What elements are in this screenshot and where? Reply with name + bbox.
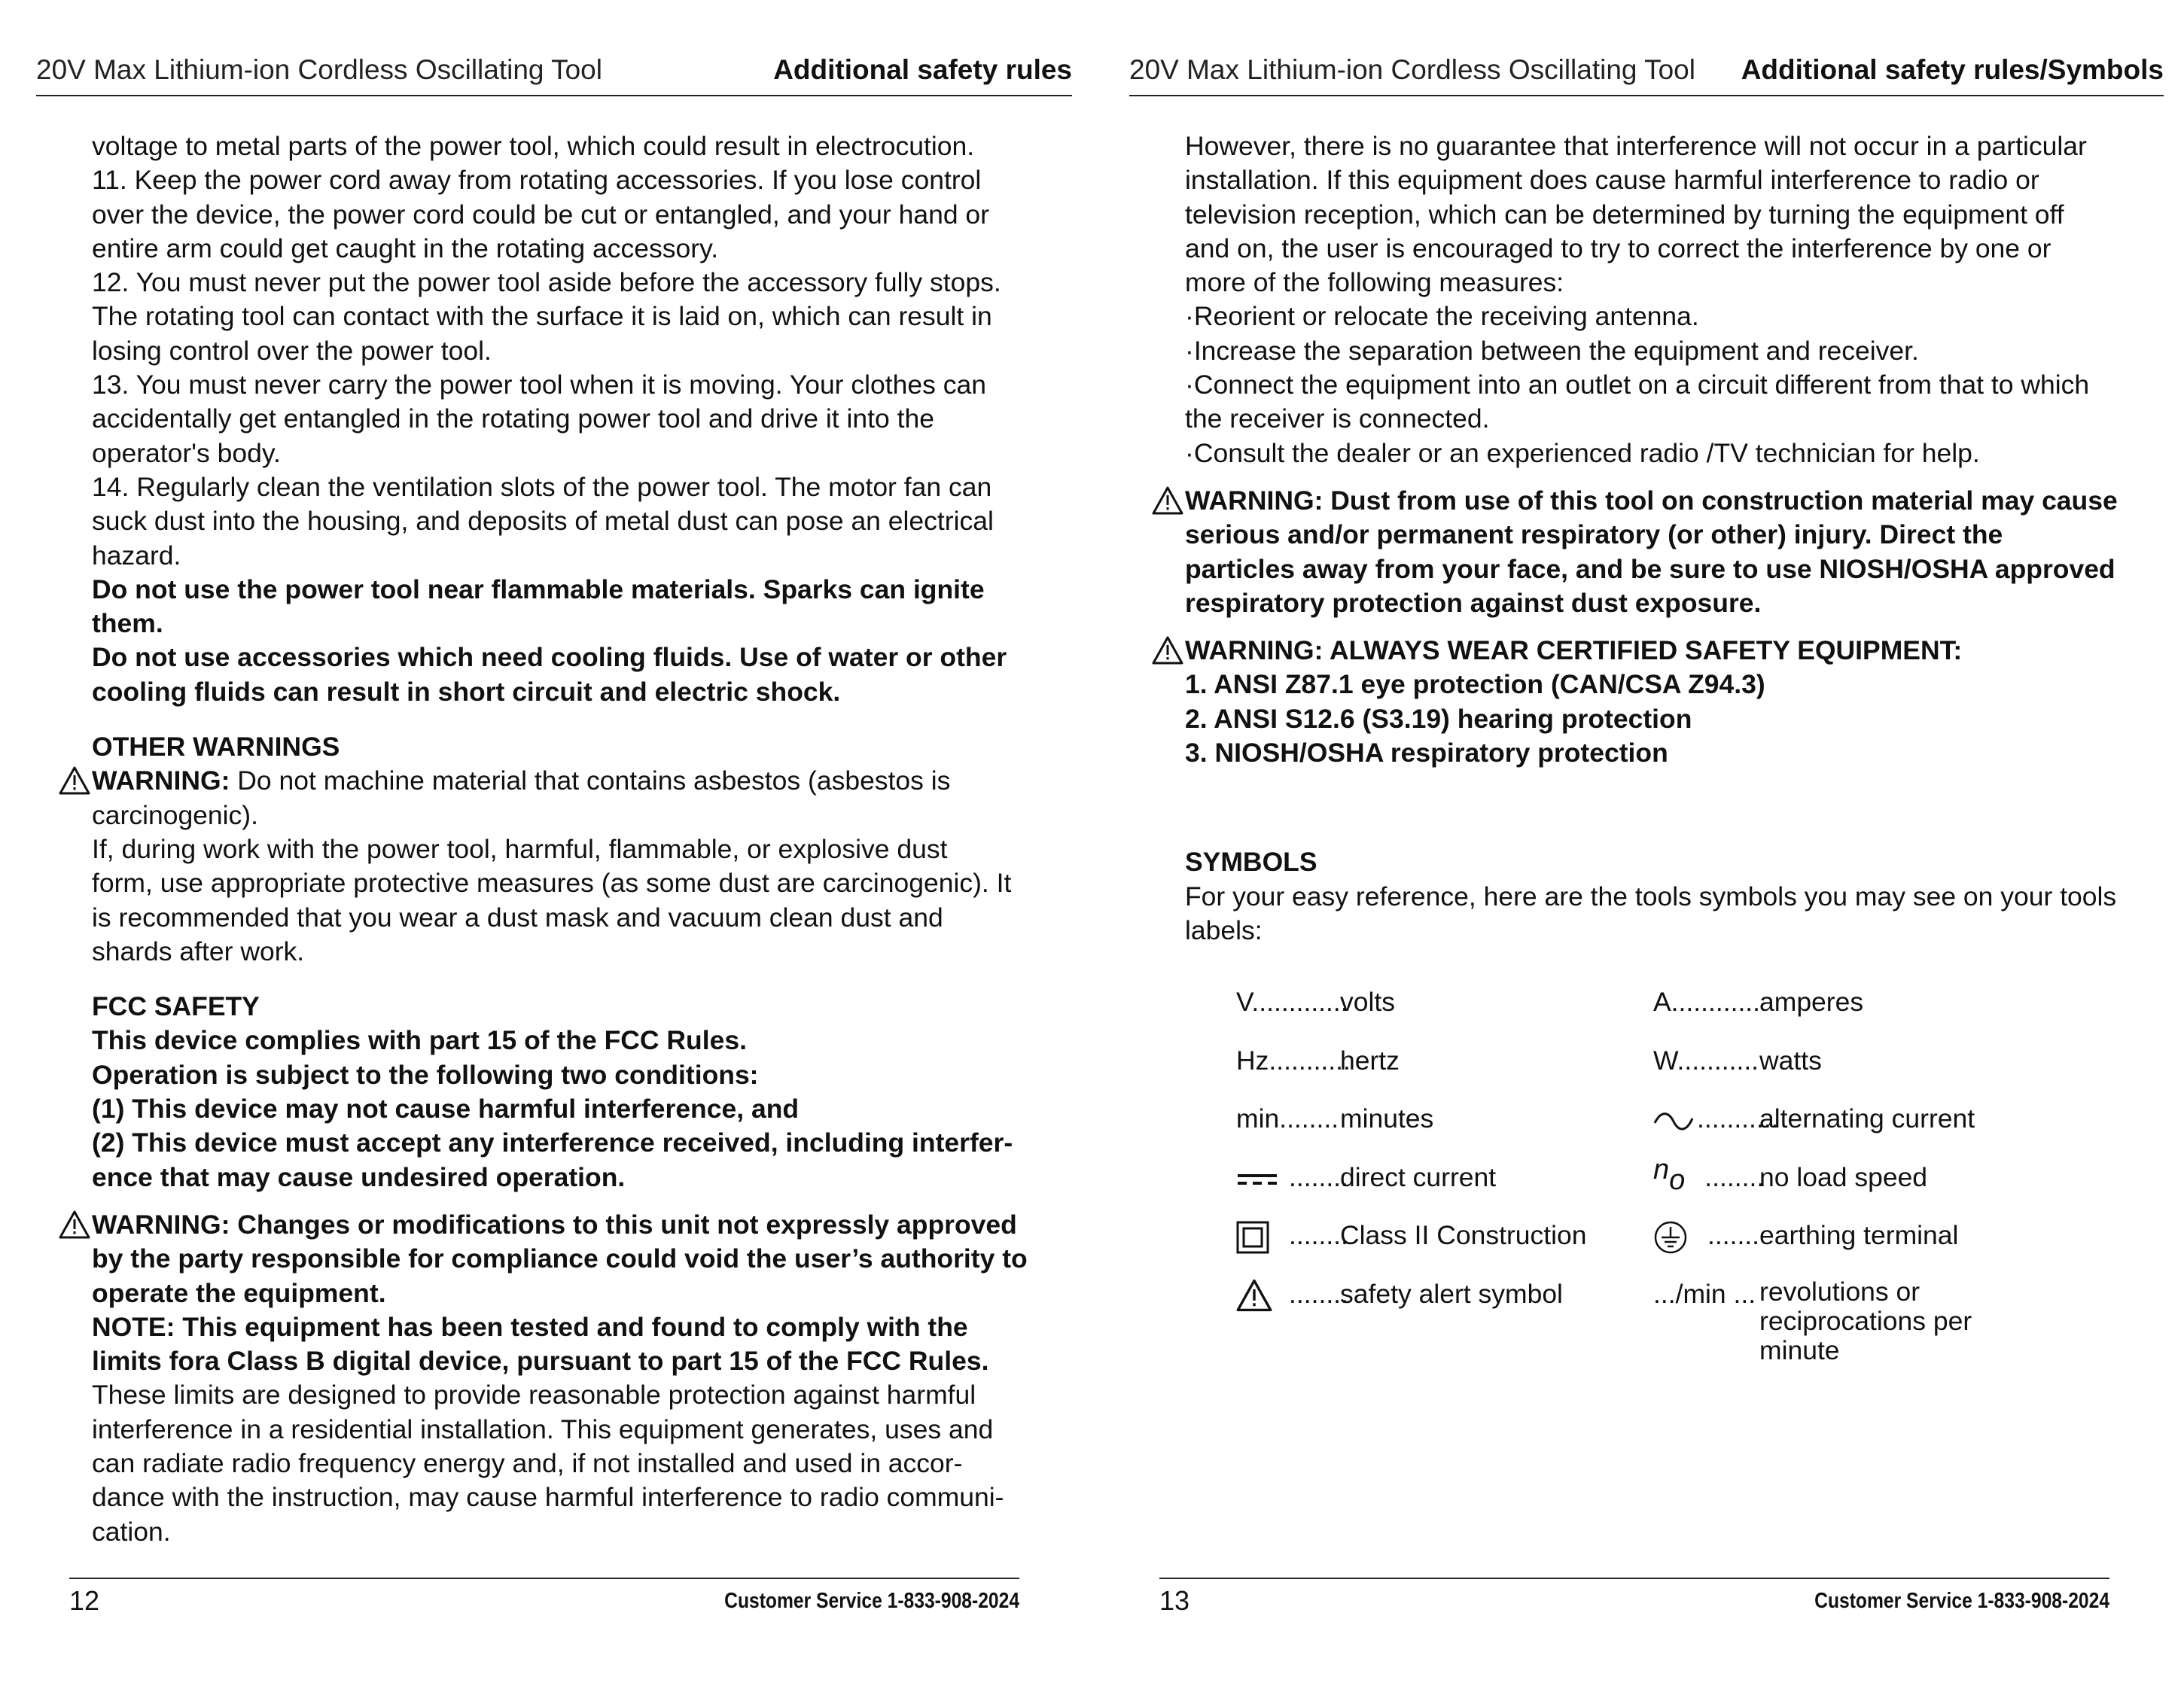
text-line: more of the following measures: <box>1185 267 1564 298</box>
warning-triangle-icon <box>59 766 90 795</box>
text-line: suck dust into the housing, and deposits of metal dust can pose an electrical <box>92 506 994 537</box>
text-line: However, there is no guarantee that interference will not occur in a particular <box>1185 131 2087 161</box>
text-line: entire arm could get caught in the rotating accessory. <box>92 233 719 263</box>
symbol-row <box>1236 1153 2164 1219</box>
class-ii-icon <box>1236 1221 1269 1254</box>
symbol-desc: revolutions or reciprocations per minute <box>1759 1276 1972 1365</box>
bold-line: by the party responsible for compliance could void the user’s authority to <box>92 1243 1028 1274</box>
page-footer <box>1159 1578 2109 1615</box>
text-line: hazard. <box>92 540 181 571</box>
symbol-desc: no load speed <box>1759 1161 1928 1192</box>
text-line: carcinogenic). <box>92 799 258 830</box>
direct-current-icon <box>1236 1167 1278 1190</box>
warning-triangle-icon <box>1152 636 1183 665</box>
modification-warning: WARNING: Changes or modifications to this unit not expressly approved <box>92 1208 1048 1242</box>
text-line: and on, the user is encouraged to try to correct the interference by one or <box>1185 233 2051 263</box>
text-line: 12. You must never put the power tool aside before the accessory fully stops. <box>92 267 1001 298</box>
symbol-desc: hertz <box>1340 1045 1400 1076</box>
fcc-line: ence that may cause undesired operation. <box>92 1161 626 1192</box>
text-line: form, use appropriate protective measures (as some dust are carcinogenic). It <box>92 868 1012 899</box>
text-line: shards after work. <box>92 936 305 966</box>
bold-line: operate the equipment. <box>92 1277 386 1308</box>
symbol-volts: V............. <box>1236 987 1348 1018</box>
text-line: voltage to metal parts of the power tool, which could result in electrocution. <box>92 131 975 161</box>
warning-label: WARNING: <box>92 765 230 796</box>
text-line: is recommended that you wear a dust mask and vacuum clean dust and <box>92 902 943 933</box>
customer-service: Customer Service 1-833-908-2024 <box>1814 1589 2109 1613</box>
bold-line: Do not use the power tool near flammable materials. Sparks can ignite <box>92 574 985 604</box>
customer-service: Customer Service 1-833-908-2024 <box>724 1589 1019 1613</box>
text-line: If, during work with the power tool, harmful, flammable, or explosive dust <box>92 833 948 864</box>
text-line: The rotating tool can contact with the surface it is laid on, which can result in <box>92 301 992 332</box>
header-title: 20V Max Lithium-ion Cordless Oscillating Tool <box>1129 54 1695 85</box>
header-section: Additional safety rules/Symbols <box>1741 54 2164 85</box>
symbol-row <box>1236 1044 2164 1103</box>
symbol-alternating-current: ........... <box>1653 1102 1779 1136</box>
measure-item: ·Connect the equipment into an outlet on a circuit different from that to which <box>1185 370 2090 400</box>
text-line: 13. You must never carry the power tool when it is moving. Your clothes can <box>92 370 986 400</box>
text-line: cation. <box>92 1516 171 1547</box>
text-line: can radiate radio frequency energy and, if not installed and used in accor- <box>92 1447 963 1478</box>
equipment-warning: WARNING: ALWAYS WEAR CERTIFIED SAFETY EQUIPMENT: <box>1185 634 2164 668</box>
symbols-intro: labels: <box>1185 914 1263 945</box>
symbol-minutes: min........ <box>1236 1103 1339 1134</box>
dust-warning: WARNING: Dust from use of this tool on construction material may cause <box>1185 484 2164 518</box>
symbol-safety-alert: ........ <box>1236 1277 1348 1313</box>
fcc-line: This device complies with part 15 of the FCC Rules. <box>92 1025 747 1056</box>
fcc-line: (1) This device may not cause harmful interference, and <box>92 1094 800 1124</box>
symbol-row <box>1236 1276 2164 1365</box>
symbol-class-ii: ........ <box>1236 1219 1348 1254</box>
symbols-table <box>1236 985 2164 1365</box>
symbol-row <box>1236 985 2164 1044</box>
symbol-desc: alternating current <box>1759 1103 1975 1134</box>
bold-line: Do not use accessories which need cooling fluids. Use of water or other <box>92 642 1007 673</box>
equipment-item: 3. NIOSH/OSHA respiratory protection <box>1185 738 1668 768</box>
symbol-desc: watts <box>1759 1045 1822 1076</box>
bold-line: particles away from your face, and be sure to use NIOSH/OSHA approved <box>1185 553 2115 584</box>
fcc-heading: FCC SAFETY <box>92 991 260 1022</box>
symbol-amperes: A............ <box>1653 987 1761 1018</box>
note-line: NOTE: This equipment has been tested and found to comply with the <box>92 1311 968 1342</box>
symbol-watts: W........... <box>1653 1045 1759 1076</box>
page-header <box>1129 50 2164 96</box>
earthing-terminal-icon <box>1653 1220 1688 1255</box>
symbol-desc: direct current <box>1340 1161 1497 1192</box>
text-line: accidentally get entangled in the rotating power tool and drive it into the <box>92 403 934 434</box>
symbol-earthing-terminal: ....... <box>1653 1219 1759 1255</box>
symbol-no-load-speed: no ........ <box>1653 1153 1765 1196</box>
note-line: limits fora Class B digital device, pursuant to part 15 of the FCC Rules. <box>92 1346 989 1377</box>
symbol-desc: safety alert symbol <box>1340 1278 1563 1309</box>
measure-item: ·Consult the dealer or an experienced radio /TV technician for help. <box>1185 437 1980 468</box>
text-line: losing control over the power tool. <box>92 335 492 366</box>
symbol-desc: amperes <box>1759 987 1864 1018</box>
page-footer <box>69 1578 1019 1615</box>
text-line: operator's body. <box>92 437 281 468</box>
page-header <box>36 50 1072 96</box>
warning-text: Do not machine material that contains asbestos (asbestos is <box>230 765 951 796</box>
measure-item: ·Reorient or relocate the receiving antenna. <box>1185 301 1699 332</box>
symbol-row <box>1236 1219 2164 1277</box>
symbol-desc: minutes <box>1340 1103 1434 1134</box>
page-number: 13 <box>1159 1585 1190 1616</box>
text-line: interference in a residential installation. This equipment generates, uses and <box>92 1414 994 1444</box>
text-line: installation. If this equipment does cause harmful interference to radio or <box>1185 165 2039 196</box>
equipment-item: 1. ANSI Z87.1 eye protection (CAN/CSA Z94.3) <box>1185 669 1765 700</box>
symbol-row <box>1236 1102 2164 1161</box>
page-13 <box>1092 0 2184 1689</box>
symbol-hertz: Hz........... <box>1236 1045 1351 1076</box>
safety-alert-icon <box>1236 1279 1272 1312</box>
asbestos-warning <box>92 764 1048 798</box>
header-title: 20V Max Lithium-ion Cordless Oscillating Tool <box>36 54 602 85</box>
symbol-direct-current: ........ <box>1236 1161 1348 1194</box>
symbols-heading: SYMBOLS <box>1185 847 1317 878</box>
bold-line: cooling fluids can result in short circuit and electric shock. <box>92 676 841 707</box>
bold-line: respiratory protection against dust exposure. <box>1185 587 1762 618</box>
text-line: the receiver is connected. <box>1185 403 1490 434</box>
text-line: over the device, the power cord could be cut or entangled, and your hand or <box>92 199 989 230</box>
bold-line: serious and/or permanent respiratory (or other) injury. Direct the <box>1185 519 2003 550</box>
symbol-desc: earthing terminal <box>1759 1220 1959 1251</box>
bold-line: them. <box>92 608 163 639</box>
warning-triangle-icon <box>1152 486 1183 515</box>
text-line: These limits are designed to provide reasonable protection against harmful <box>92 1380 976 1411</box>
measure-item: ·Increase the separation between the equipment and receiver. <box>1185 335 1919 366</box>
header-section: Additional safety rules <box>773 54 1072 85</box>
text-line: television reception, which can be determined by turning the equipment off <box>1185 199 2064 230</box>
alternating-current-icon <box>1653 1109 1694 1132</box>
other-warnings-heading: OTHER WARNINGS <box>92 732 340 762</box>
fcc-line: (2) This device must accept any interference received, including interfer- <box>92 1128 1013 1158</box>
page-body <box>92 129 1048 1549</box>
page-body <box>1185 129 2164 1365</box>
text-line: dance with the instruction, may cause harmful interference to radio communi- <box>92 1482 1004 1513</box>
text-line: 11. Keep the power cord away from rotating accessories. If you lose control <box>92 165 982 196</box>
warning-triangle-icon <box>59 1210 90 1239</box>
symbol-desc: volts <box>1340 987 1395 1018</box>
symbol-desc: Class II Construction <box>1340 1220 1587 1251</box>
page-number: 12 <box>69 1585 100 1616</box>
equipment-item: 2. ANSI S12.6 (S3.19) hearing protection <box>1185 703 1692 734</box>
text-line: 14. Regularly clean the ventilation slots of the power tool. The motor fan can <box>92 471 992 502</box>
symbol-per-min: .../min ... <box>1653 1278 1756 1309</box>
fcc-line: Operation is subject to the following two conditions: <box>92 1059 759 1090</box>
symbols-intro: For your easy reference, here are the tools symbols you may see on your tools <box>1185 881 2117 911</box>
